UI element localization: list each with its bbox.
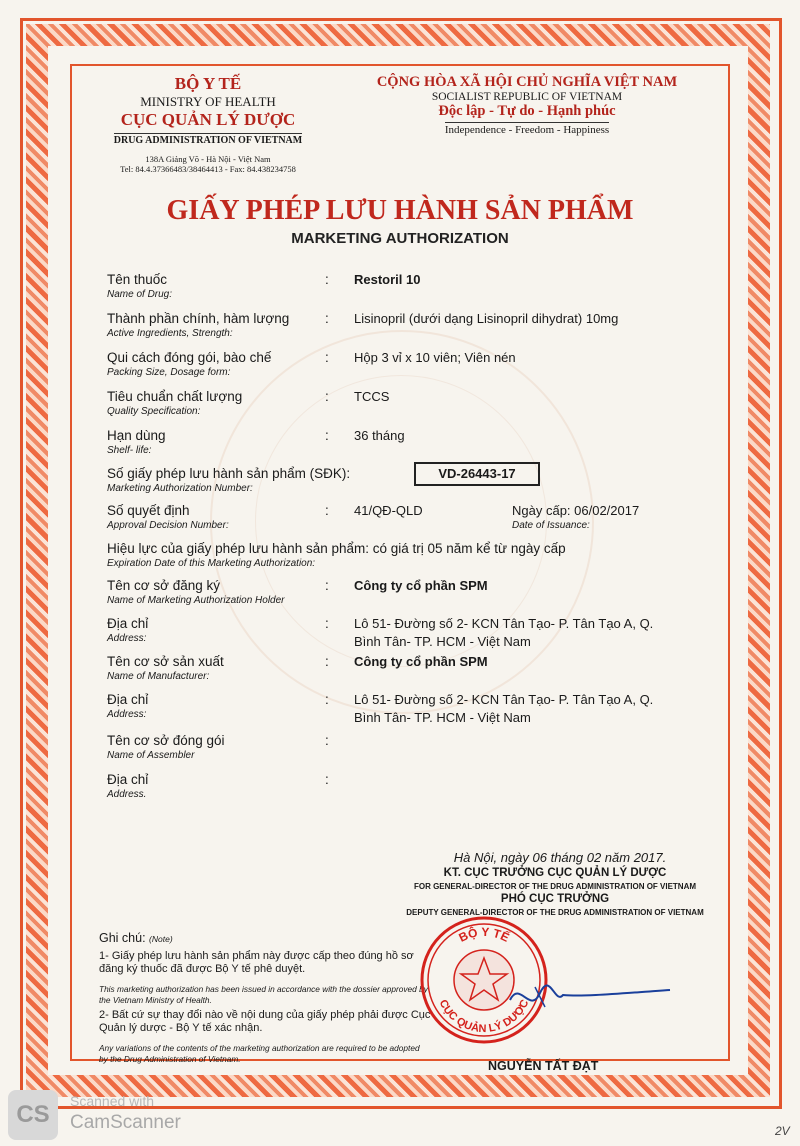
field-label-en: Shelf- life:: [107, 445, 152, 456]
field-value-line2: Bình Tân- TP. HCM - Việt Nam: [354, 634, 531, 649]
signer-title-vn: KT. CỤC TRƯỞNG CỤC QUẢN LÝ DƯỢC: [443, 867, 667, 879]
country-name-vn: CỘNG HÒA XÃ HỘI CHỦ NGHĨA VIỆT NAM: [376, 74, 678, 90]
colon: :: [325, 428, 329, 443]
field-label: Địa chỉ: [107, 772, 149, 787]
field-label-en: Name of Manufacturer:: [107, 671, 210, 682]
field-label: Tên cơ sở đăng ký: [107, 578, 221, 593]
field-label-en: Address:: [107, 633, 147, 644]
scanner-watermark-line1: Scanned with: [70, 1093, 155, 1109]
colon: :: [325, 272, 329, 287]
field-label-en: Active Ingredients, Strength:: [107, 328, 233, 339]
colon: :: [325, 578, 329, 593]
field-label-en: Marketing Authorization Number:: [107, 483, 253, 494]
notes-heading-en: (Note): [149, 934, 173, 944]
field-label: Địa chỉ: [107, 692, 149, 707]
page-mark: 2V: [775, 1124, 790, 1138]
signer-position-vn: PHÓ CỤC TRƯỞNG: [500, 893, 610, 905]
colon: :: [325, 692, 329, 707]
colon: :: [325, 503, 329, 518]
ministry-header: [88, 74, 328, 174]
field-value: 36 tháng: [354, 428, 405, 443]
ministry-name-en: MINISTRY OF HEALTH: [140, 94, 276, 109]
field-label: Số giấy phép lưu hành sản phẩm (SĐK):: [107, 466, 351, 481]
issue-date: Ngày cấp: 06/02/2017: [512, 503, 640, 518]
stamp-text-top: BỘ Y TẾ: [456, 924, 512, 945]
field-value: TCCS: [354, 389, 390, 404]
field-value: Hộp 3 vỉ x 10 viên; Viên nén: [354, 350, 516, 365]
field-label: Qui cách đóng gói, bào chế: [107, 350, 272, 365]
note-2: 2- Bất cứ sự thay đổi nào về nội dung của giấy phép phải được Cục Quản lý dược - Bộ Y tế xác nhận.: [99, 1009, 431, 1034]
ministry-address: 138A Giảng Võ - Hà Nội - Việt Nam: [145, 154, 271, 164]
field-label: Địa chỉ: [107, 616, 149, 631]
field-label: Số quyết định: [107, 503, 190, 518]
field-label: Tiêu chuẩn chất lượng: [107, 389, 243, 404]
country-header: [352, 74, 702, 138]
note-1-en: This marketing authorization has been issued in accordance with the dossier approved by the Vietnam Ministry of Health.: [99, 984, 428, 1005]
field-label: Tên cơ sở sản xuất: [107, 654, 224, 669]
motto-vn: Độc lập - Tự do - Hạnh phúc: [438, 103, 616, 119]
field-label-en: Quality Specification:: [107, 406, 201, 417]
colon: :: [325, 389, 329, 404]
signer-position-en: DEPUTY GENERAL-DIRECTOR OF THE DRUG ADMINISTRATION OF VIETNAM: [406, 908, 704, 917]
colon: :: [325, 733, 329, 748]
field-label: Hạn dùng: [107, 428, 166, 443]
handwritten-signature: [505, 975, 675, 1020]
field-value: Lisinopril (dưới dạng Lisinopril dihydrat) 10mg: [354, 311, 619, 326]
field-label: Hiệu lực của giấy phép lưu hành sản phẩm: có giá trị 05 năm kể từ ngày cấp: [107, 541, 566, 556]
scanner-watermark-brand: CamScanner: [70, 1112, 181, 1133]
note-1: 1- Giấy phép lưu hành sản phẩm này được cấp theo đúng hồ sơ đăng ký thuốc đã được Bộ Y tế phê duyệt.: [99, 950, 414, 975]
field-label-en: Name of Marketing Authorization Holder: [107, 595, 285, 606]
field-label: Tên cơ sở đóng gói: [107, 733, 225, 748]
colon: :: [325, 311, 329, 326]
notes-heading: [99, 932, 449, 946]
field-label-en: Expiration Date of this Marketing Authorization:: [107, 558, 316, 569]
field-label-en: Name of Assembler: [107, 750, 195, 761]
colon: :: [325, 350, 329, 365]
document-subtitle: MARKETING AUTHORIZATION: [291, 230, 509, 247]
field-label-en: Address.: [107, 789, 147, 800]
document-title: GIẤY PHÉP LƯU HÀNH SẢN PHẨM: [166, 195, 634, 226]
signer-title-en: FOR GENERAL-DIRECTOR OF THE DRUG ADMINISTRATION OF VIETNAM: [413, 882, 697, 891]
field-value: Restoril 10: [354, 272, 421, 287]
field-value: Lô 51- Đường số 2- KCN Tân Tạo- P. Tân Tạo A, Q.: [354, 616, 654, 631]
field-label-en: Name of Drug:: [107, 289, 173, 300]
issue-date-label-en: Date of Issuance:: [512, 520, 590, 531]
ministry-contact: Tel: 84.4.37366483/38464413 - Fax: 84.438234758: [120, 164, 296, 174]
stamp-text-bottom: CỤC QUẢN LÝ DƯỢC: [436, 997, 532, 1036]
signer-name: NGUYỄN TẤT ĐẠT: [488, 1059, 599, 1073]
field-value: Lô 51- Đường số 2- KCN Tân Tạo- P. Tân Tạo A, Q.: [354, 692, 654, 707]
field-label-en: Address:: [107, 709, 147, 720]
field-label-en: Approval Decision Number:: [107, 520, 229, 531]
notes-heading-vn: Ghi chú:: [99, 931, 146, 945]
department-name-vn: CỤC QUẢN LÝ DƯỢC: [120, 110, 296, 129]
field-value: 41/QĐ-QLD: [354, 503, 423, 518]
field-value: Công ty cổ phần SPM: [354, 578, 488, 593]
camscanner-logo-icon: CS: [8, 1090, 58, 1140]
country-name-en: SOCIALIST REPUBLIC OF VIETNAM: [431, 91, 623, 103]
field-label-en: Packing Size, Dosage form:: [107, 367, 231, 378]
signing-date: Hà Nội, ngày 06 tháng 02 năm 2017.: [453, 850, 667, 865]
registration-number-box: VD-26443-17: [414, 462, 540, 486]
field-value-line2: Bình Tân- TP. HCM - Việt Nam: [354, 710, 531, 725]
colon: :: [325, 616, 329, 631]
ministry-name-vn: BỘ Y TẾ: [174, 74, 242, 93]
colon: :: [325, 654, 329, 669]
note-2-en: Any variations of the contents of the marketing authorization are required to be adopted by the Drug Administration of Vietnam.: [99, 1043, 420, 1064]
field-value: Công ty cổ phần SPM: [354, 654, 488, 669]
motto-en: Independence - Freedom - Happiness: [444, 124, 610, 136]
colon: :: [325, 772, 329, 787]
department-name-en: DRUG ADMINISTRATION OF VIETNAM: [113, 135, 303, 146]
field-label: Tên thuốc: [107, 272, 168, 287]
field-label: Thành phần chính, hàm lượng: [107, 311, 290, 326]
